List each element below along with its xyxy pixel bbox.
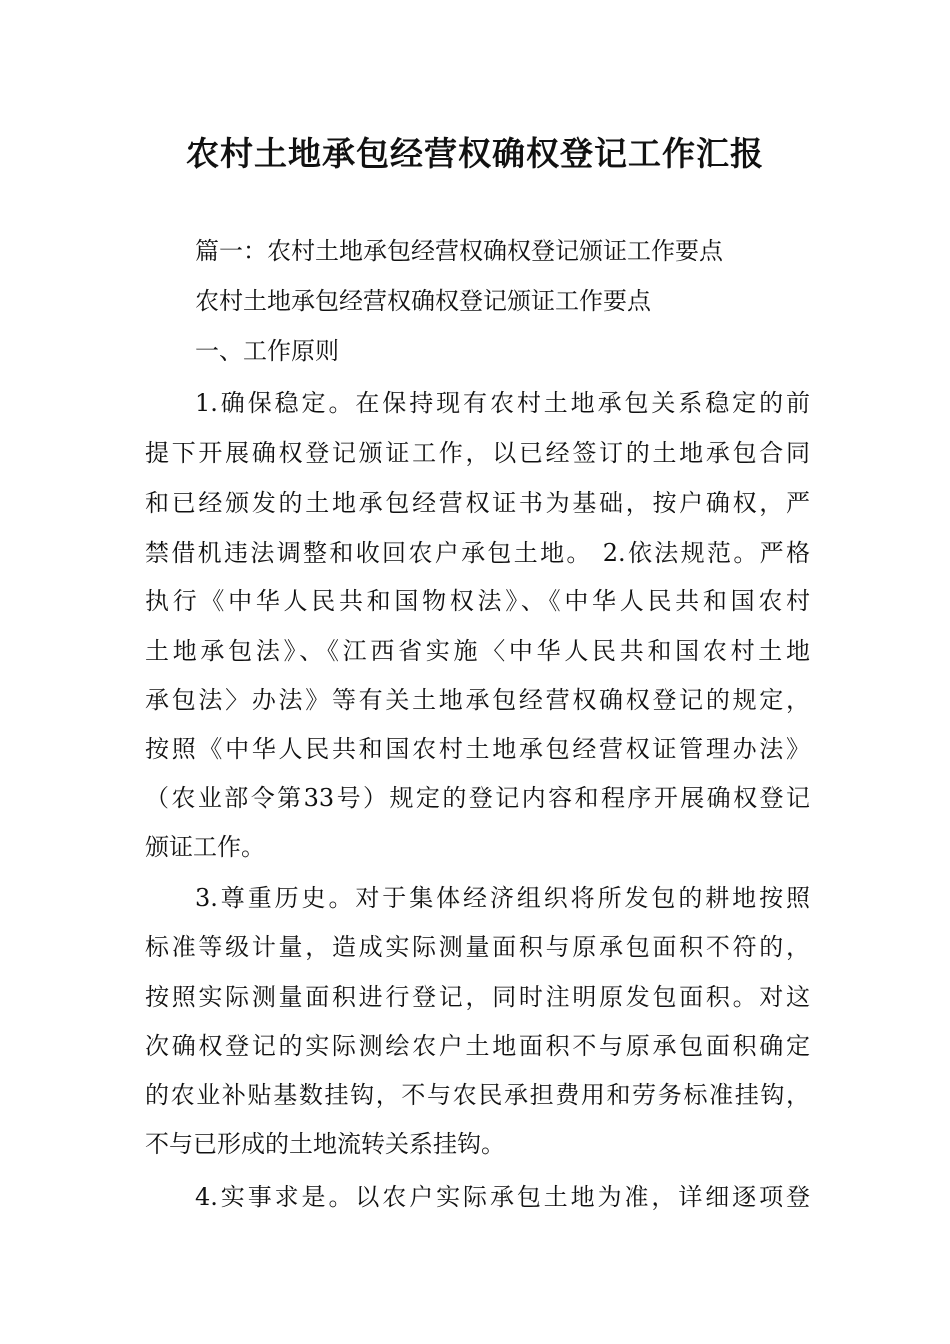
- paragraph-line: （农业部令第33号）规定的登记内容和程序开展确权登记: [145, 784, 810, 812]
- paragraph-line: 按照《中华人民共和国农村土地承包经营权证管理办法》: [145, 735, 810, 763]
- paragraph-line: 和已经颁发的土地承包经营权证书为基础，按户确权，严: [145, 489, 810, 517]
- paragraph-line: 次确权登记的实际测绘农户土地面积不与原承包面积确定: [145, 1032, 810, 1060]
- paragraph-line: 标准等级计量，造成实际测量面积与原承包面积不符的，: [145, 933, 810, 961]
- paragraph-line: 3.尊重历史。对于集体经济组织将所发包的耕地按照: [195, 884, 810, 912]
- paragraph-line: 4.实事求是。以农户实际承包土地为准，详细逐项登: [195, 1183, 810, 1211]
- document-title: 农村土地承包经营权确权登记工作汇报: [186, 134, 764, 173]
- paragraph-line: 提下开展确权登记颁证工作，以已经签订的土地承包合同: [145, 439, 810, 467]
- paragraph-line: 按照实际测量面积进行登记，同时注明原发包面积。对这: [145, 983, 810, 1011]
- paragraph-line: 土地承包法》、《江西省实施〈中华人民共和国农村土地: [145, 637, 810, 665]
- section-heading-principles: 一、工作原则: [195, 337, 339, 365]
- paragraph-line: 承包法〉办法》等有关土地承包经营权确权登记的规定，: [145, 686, 810, 714]
- section-heading-part-one: 篇一：农村土地承包经营权确权登记颁证工作要点: [195, 237, 723, 265]
- paragraph-line: 不与已形成的土地流转关系挂钩。: [145, 1130, 505, 1158]
- paragraph-line: 颁证工作。: [145, 833, 265, 861]
- paragraph-line: 执行《中华人民共和国物权法》、《中华人民共和国农村: [145, 587, 810, 615]
- paragraph-line: 禁借机违法调整和收回农户承包土地。 2.依法规范。严格: [145, 539, 810, 567]
- subtitle: 农村土地承包经营权确权登记颁证工作要点: [195, 287, 651, 315]
- paragraph-line: 的农业补贴基数挂钩，不与农民承担费用和劳务标准挂钩，: [145, 1081, 810, 1109]
- paragraph-line: 1.确保稳定。在保持现有农村土地承包关系稳定的前: [195, 389, 810, 417]
